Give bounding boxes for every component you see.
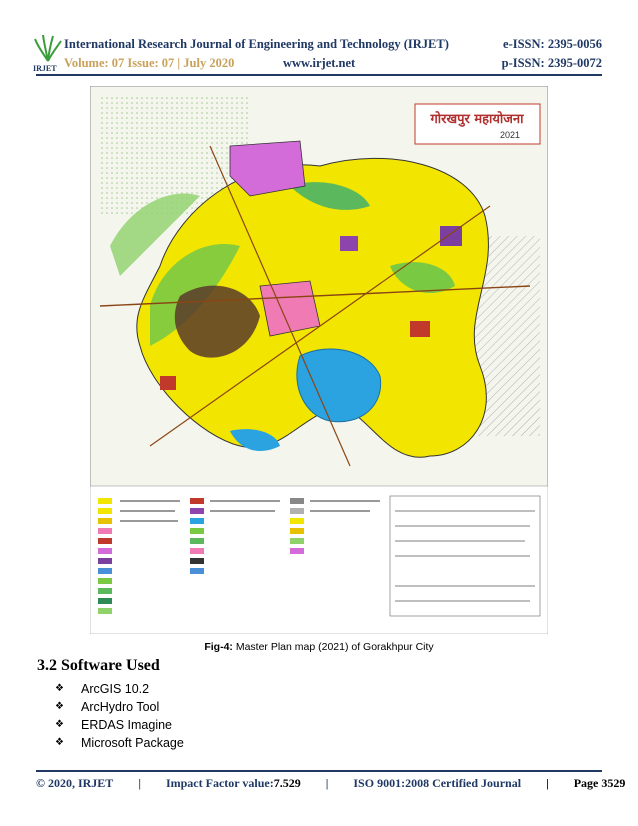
list-item-text: ArcGIS 10.2 — [81, 682, 150, 696]
list-item — [55, 716, 184, 734]
footer-separator: | — [546, 776, 549, 790]
section-heading: 3.2 Software Used — [37, 657, 160, 674]
caption-text: Master Plan map (2021) of Gorakhpur City — [232, 641, 434, 653]
footer-separator: | — [138, 776, 141, 790]
p-issn: p-ISSN: 2395-0072 — [501, 56, 602, 70]
page-header — [0, 0, 638, 80]
map-title: गोरखपुर महायोजना — [430, 112, 524, 127]
website-link[interactable]: www.irjet.net — [283, 56, 356, 70]
footer-divider — [36, 770, 602, 772]
diamond-bullet-icon: ❖ — [55, 701, 64, 712]
logo-text: IRJET — [33, 64, 57, 73]
software-list — [55, 680, 184, 752]
list-item — [55, 734, 184, 752]
diamond-bullet-icon: ❖ — [55, 719, 64, 730]
header-divider — [36, 74, 602, 76]
list-item — [55, 698, 184, 716]
e-issn: e-ISSN: 2395-0056 — [503, 37, 602, 51]
map-year: 2021 — [499, 130, 521, 140]
footer-page-number: Page 3529 — [573, 776, 626, 790]
footer-impact-label: Impact Factor value: — [165, 776, 274, 790]
volume-info: Volume: 07 Issue: 07 | July 2020 — [64, 56, 235, 70]
diamond-bullet-icon: ❖ — [55, 683, 64, 694]
figure-caption — [0, 641, 638, 653]
footer-separator: | — [325, 776, 329, 790]
list-item-text: ArcHydro Tool — [81, 700, 160, 714]
footer-copyright: © 2020, IRJET — [36, 776, 114, 790]
list-item — [55, 680, 184, 698]
footer-iso: ISO 9001:2008 Certified Journal — [353, 776, 522, 790]
list-item-text: Microsoft Package — [81, 736, 184, 750]
page-footer — [36, 776, 626, 791]
master-plan-map-figure — [90, 86, 548, 634]
master-plan-map — [90, 86, 548, 634]
caption-label: Fig-4: — [204, 641, 233, 653]
irjet-logo — [33, 33, 63, 73]
journal-title: International Research Journal of Engineering and Technology (IRJET) — [64, 37, 449, 51]
footer-impact-value: 7.529 — [273, 776, 301, 790]
diamond-bullet-icon: ❖ — [55, 737, 64, 748]
list-item-text: ERDAS Imagine — [81, 718, 173, 732]
